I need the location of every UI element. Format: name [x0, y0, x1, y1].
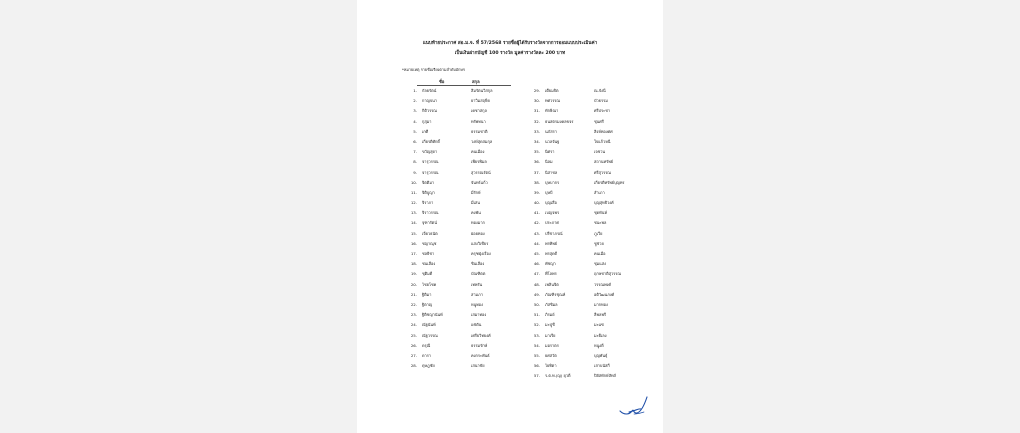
first-name: พัชญา	[545, 261, 556, 267]
row-number: 41.	[533, 210, 540, 216]
last-name: มะแซ	[594, 322, 604, 328]
last-name: สามภา	[471, 291, 483, 297]
last-name: ฤกษชาติสุวรรณ	[594, 271, 621, 277]
row-number: 26.	[410, 342, 417, 348]
row-number: 38.	[533, 179, 540, 185]
first-name: ฐิติมา	[422, 291, 432, 297]
first-name: ภัสชิมล	[545, 301, 558, 307]
first-name: ดรุณี	[422, 342, 431, 348]
first-name: ร.ต.ท.(ญ) ยุวดี	[545, 373, 571, 379]
last-name: ทองมาก	[471, 220, 485, 226]
last-name: บุญสุทธิวงศ์	[594, 200, 614, 206]
last-name: มีรักษ์	[471, 189, 481, 195]
first-name: ทักษิณา	[545, 108, 559, 114]
first-name: เจียวธนัต	[422, 230, 438, 236]
first-name: จิราวรรณ	[422, 210, 439, 216]
first-name: ชลธิชา	[422, 251, 435, 256]
first-name: นิสาชล	[545, 169, 558, 175]
row-number: 51.	[533, 312, 540, 318]
row-number: 34.	[533, 138, 540, 144]
first-name: เกศี	[422, 128, 429, 134]
row-number: 14.	[410, 220, 417, 226]
last-name: เล่าบนัสกี	[594, 363, 610, 369]
row-number: 10.	[410, 179, 417, 185]
first-name: กัลยรัตน์	[422, 88, 437, 93]
last-name: เพียรพิมล	[471, 159, 487, 165]
row-number: 20.	[410, 281, 417, 287]
row-number: 54.	[533, 342, 540, 348]
first-name: พรสุดดี	[545, 251, 558, 256]
first-name: จุฑารัตน์	[422, 220, 437, 226]
first-name: ทศวรรณ	[545, 98, 561, 104]
row-number: 17.	[410, 251, 417, 256]
first-name: เพลินจิต	[545, 281, 559, 287]
row-number: 24.	[410, 322, 417, 328]
row-number: 9.	[413, 169, 417, 175]
row-number: 25.	[410, 332, 417, 338]
last-name: ชินเลือง	[471, 261, 485, 267]
first-name: นวลจันฐ	[545, 138, 560, 144]
row-number: 5.	[413, 128, 417, 134]
last-name: ปิยัสทักษ์สัทส์	[594, 373, 616, 379]
first-name: บุญเสือ	[545, 200, 557, 206]
last-name: ธรรมรักษ์	[471, 342, 488, 348]
first-name: มาเรีย	[545, 332, 556, 338]
last-name: เสนาชัย	[471, 363, 485, 369]
last-name: สำเภา	[594, 189, 605, 195]
first-name: ยศสวัต	[545, 352, 557, 358]
last-name: จันทร์แก้ว	[471, 179, 488, 185]
document-title-line-2: เป็นเงินฝากบัญชี 100 รางวัล มูลค่ารางวัลละ 200 บาท	[454, 51, 566, 56]
first-name: นภัสรา	[545, 128, 557, 134]
first-name: กุสุมา	[422, 118, 432, 124]
last-name: บุญพันธุ์	[594, 352, 608, 358]
last-name: เสมาทอง	[471, 312, 487, 318]
first-name: ไยทิตา	[545, 363, 557, 369]
first-name: จารุวรรณ	[422, 159, 439, 165]
row-number: 15.	[410, 230, 417, 236]
row-number: 29.	[533, 88, 540, 93]
last-name: เจชวน	[594, 149, 606, 155]
last-name: ชุนศรี	[594, 118, 604, 124]
last-name: ทรัพทนา	[471, 118, 486, 124]
last-name: เศรียวิทยงศ์	[471, 332, 491, 338]
first-name: ธนสตรมงคลขจร	[545, 118, 574, 124]
document-title-line-1: แนบท้ายประกาศ สอ.ม.จ. ที่ 57/2568 รายชื่อผู้ได้รับรางวัลจากการออมแบบประเมินค่า	[422, 41, 598, 46]
first-name: พีโลพร	[545, 271, 557, 277]
first-name: ชญาณุช	[422, 240, 437, 246]
last-name: ภูเวีย	[594, 230, 603, 236]
first-name: ฐิตาญ	[422, 301, 433, 307]
last-name: ฝอยทอง	[471, 230, 485, 236]
row-number: 30.	[533, 98, 540, 104]
row-number: 33.	[533, 128, 540, 134]
last-name: มีเสน	[471, 200, 480, 206]
row-number: 3.	[413, 108, 417, 114]
last-name: คนเมือ	[594, 251, 606, 256]
remark-note: *หมายเหตุ รายชื่อเรียงตามลำดับอักษร	[402, 67, 465, 72]
last-name: สถานทรัพย์	[594, 159, 614, 165]
first-name: พรทิพย์	[545, 240, 558, 246]
row-number: 18.	[410, 261, 417, 267]
last-name: ใจแก้วหนี	[594, 138, 611, 144]
last-name: ศรีสุวรรณ	[594, 169, 611, 175]
first-name: ชุติมดี	[422, 271, 433, 277]
last-name: ยาวิมสฤษิ่ย	[471, 98, 490, 104]
row-number: 4.	[413, 118, 417, 124]
row-number: 36.	[533, 159, 540, 165]
row-number: 27.	[410, 352, 417, 358]
first-name: มะปูชี	[545, 322, 555, 328]
row-number: 1.	[413, 88, 417, 93]
header-underline	[417, 85, 511, 86]
first-name: จิติบูญา	[422, 189, 435, 195]
row-number: 50.	[533, 301, 540, 307]
row-number: 56.	[533, 363, 540, 369]
first-name: จารุวรรณ	[422, 169, 439, 175]
first-name: นิศรา	[545, 149, 555, 155]
last-name: ชนะพล	[594, 220, 607, 226]
last-name: หนูงดี	[594, 342, 604, 348]
last-name: บัณฑิตต	[471, 271, 486, 277]
last-name: ณ.จังนี	[594, 88, 606, 93]
row-number: 7.	[413, 149, 417, 155]
signature-icon	[617, 394, 651, 418]
first-name: ไชยโชค	[422, 281, 437, 287]
row-number: 19.	[410, 271, 417, 277]
row-number: 57.	[533, 373, 540, 379]
row-number: 35.	[533, 149, 540, 155]
first-name-header: ชื่อ	[439, 79, 445, 84]
first-name: ดุษฎชัย	[422, 363, 435, 369]
first-name: ประภาศ	[545, 220, 559, 226]
row-number: 28.	[410, 363, 417, 369]
first-name: นิลม	[545, 159, 553, 165]
row-number: 40.	[533, 200, 540, 206]
first-name: ปรีชาภรณ์	[545, 230, 563, 236]
last-name: สิมรัตนวิสกุล	[471, 88, 493, 93]
row-number: 22.	[410, 301, 417, 307]
last-name-header: สกุล	[472, 79, 480, 84]
row-number: 42.	[533, 220, 540, 226]
first-name: กิติวรรณ	[422, 108, 437, 114]
last-name: แสงวิเชียร	[471, 240, 489, 246]
last-name: สุวรรณรัตน์	[471, 169, 491, 175]
row-number: 32.	[533, 118, 540, 124]
first-name: มอราตร	[545, 342, 559, 348]
row-number: 8.	[413, 159, 417, 165]
last-name: ชุดทันห์	[594, 210, 607, 216]
last-name: ศรีประชา	[594, 108, 611, 114]
first-name: บุษบากร	[545, 179, 560, 185]
row-number: 43.	[533, 230, 540, 236]
first-name: กาญจนา	[422, 98, 437, 104]
last-name: คงกระพันธ์	[471, 352, 490, 358]
first-name: จิตติมา	[422, 179, 435, 185]
first-name: จิราภา	[422, 200, 434, 206]
last-name: คนเมือง	[471, 149, 485, 155]
first-name: ชนเลือง	[422, 261, 436, 267]
row-number: 45.	[533, 251, 540, 256]
row-number: 21.	[410, 291, 417, 297]
row-number: 13.	[410, 210, 417, 216]
row-number: 39.	[533, 189, 540, 195]
row-number: 47.	[533, 271, 540, 277]
last-name: ชูช่วย	[594, 240, 604, 246]
row-number: 6.	[413, 138, 417, 144]
last-name: เคชาสกุล	[471, 108, 487, 114]
first-name: ฐิติชญานันท์	[422, 312, 443, 318]
row-number: 2.	[413, 98, 417, 104]
first-name: ภัณฑิรชุณห์	[545, 291, 566, 297]
row-number: 55.	[533, 352, 540, 358]
row-number: 23.	[410, 312, 417, 318]
row-number: 44.	[533, 240, 540, 246]
first-name: เกียรติศักดิ์	[422, 138, 440, 144]
first-name: ณัฐวรรณ	[422, 332, 438, 338]
row-number: 52.	[533, 322, 540, 328]
row-number: 16.	[410, 240, 417, 246]
row-number: 46.	[533, 261, 540, 267]
row-number: 31.	[533, 108, 540, 114]
last-name: มะยีเลง	[594, 332, 607, 338]
row-number: 49.	[533, 291, 540, 297]
last-name: ธรรมชาติ	[471, 128, 488, 134]
first-name: เบญจพร	[545, 210, 560, 216]
row-number: 11.	[410, 189, 417, 195]
row-number: 48.	[533, 281, 540, 287]
last-name: ชุมแสง	[594, 261, 606, 267]
last-name: ลีพลพรี	[594, 312, 606, 318]
document-page	[357, 0, 663, 433]
last-name: หนูทอง	[471, 301, 484, 307]
first-name: ณัฐนันท์	[422, 322, 436, 328]
last-name: วรรณพงศ์	[594, 281, 611, 287]
last-name: คงพัน	[471, 210, 481, 216]
last-name: เทพรัน	[471, 281, 483, 287]
row-number: 53.	[533, 332, 540, 338]
last-name: แซ่ตัน	[471, 322, 482, 328]
last-name: มากทอง	[594, 301, 608, 307]
last-name: อติวัฒนภงศ์	[594, 291, 615, 297]
first-name: บุษบี	[545, 189, 553, 195]
last-name: ครุฑฝุ่งเรือง	[471, 251, 491, 256]
first-name: ดารา	[422, 352, 431, 358]
last-name: วงษ์สุดสมกุล	[471, 138, 493, 144]
row-number: 12.	[410, 200, 417, 206]
first-name: เตียมจิต	[545, 88, 559, 93]
last-name: เกียรติทรัพย์บุญทร	[594, 179, 625, 185]
first-name: ภิรมย์	[545, 312, 555, 318]
row-number: 37.	[533, 169, 540, 175]
last-name: สิงห์ทองศศ	[594, 128, 613, 134]
last-name: บัวธรรม	[594, 98, 608, 104]
first-name: ขวัญสุดา	[422, 149, 438, 155]
